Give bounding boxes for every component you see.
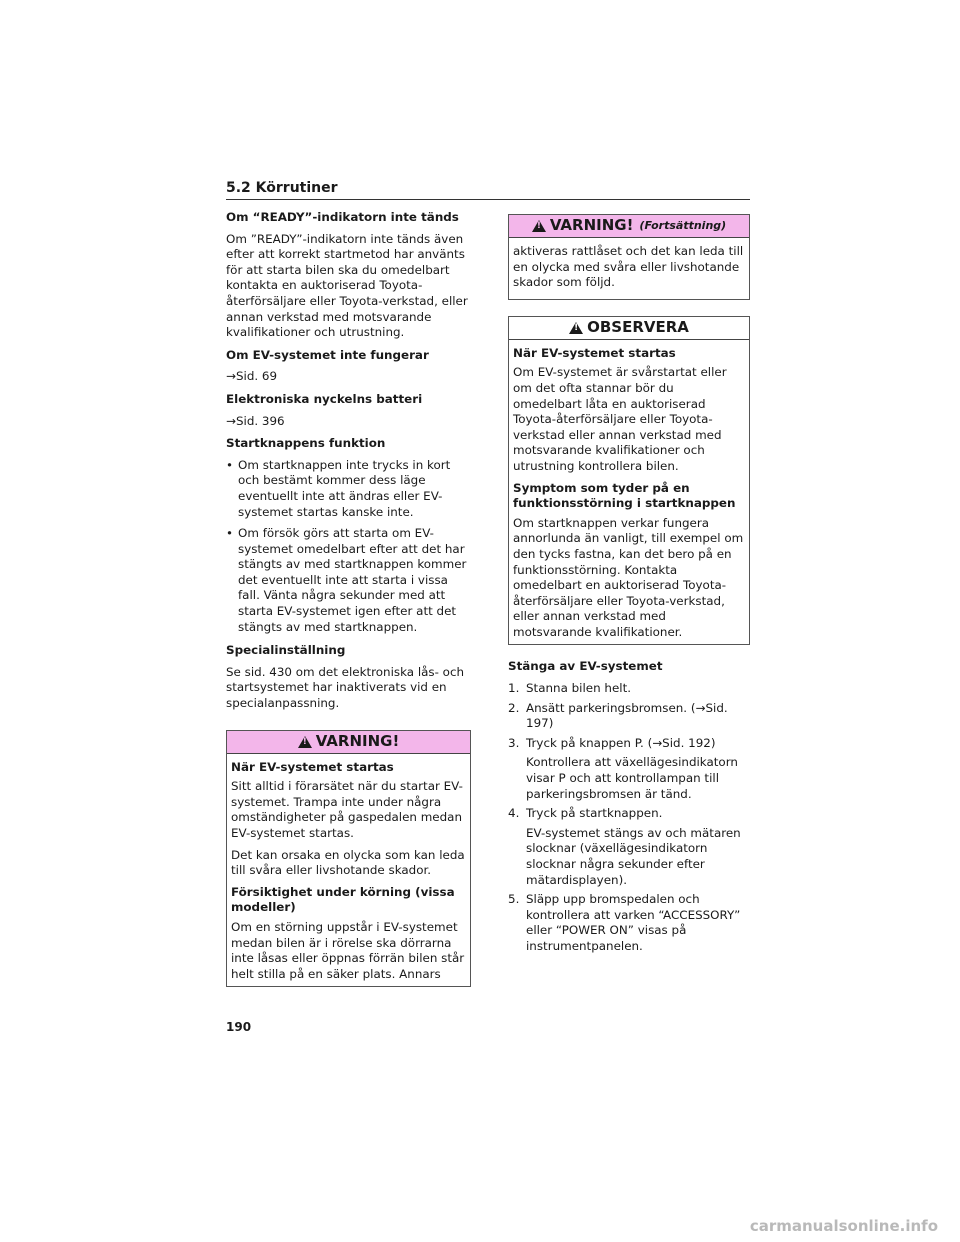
warning-heading-driving: Försiktighet under körning (vissa modeller) bbox=[231, 884, 455, 915]
warning-paragraph: Det kan orsaka en olycka som kan leda till svåra eller livshotande skador. bbox=[231, 847, 465, 878]
paragraph-ready-indicator: Om ”READY”-indikatorn inte tänds även efter att korrekt startmetod har använts för att starta bilen ska du omedelbart kontakta en auktoriserad Toyota-återförsäljare eller Toyota-verkstad, eller annan verkstad med motsvarande kvalifikationer och utrustning. bbox=[226, 231, 468, 340]
step-item: 5. Släpp upp bromspedalen och kontrollera att varken “ACCESSORY” eller “POWER ON” visas på instrumentpanelen. bbox=[508, 892, 741, 953]
warning-paragraph: Om en störning uppstår i EV-systemet medan bilen är i rörelse ska dörrarna inte låsas eller öppnas förrän bilen står helt stilla på en säker plats. Annars bbox=[231, 919, 465, 981]
heading-ev-system: Om EV-systemet inte fungerar bbox=[226, 347, 429, 362]
observera-title: OBSERVERA bbox=[587, 317, 689, 336]
warning-continued-box bbox=[508, 214, 750, 300]
observera-box bbox=[508, 316, 750, 646]
observera-body bbox=[509, 340, 749, 645]
warning-continued-paragraph: aktiveras rattlåset och det kan leda till en olycka med svåra eller livshotande skador som följd. bbox=[513, 244, 744, 290]
section-divider bbox=[226, 199, 750, 200]
step-item: 1. Stanna bilen helt. bbox=[508, 681, 632, 696]
warning-triangle-icon bbox=[298, 736, 312, 748]
bullet-list bbox=[226, 458, 471, 636]
observera-paragraph: Om EV-systemet är svårstartat eller om det ofta stannar bör du omedelbart låta en auktoriserad Toyota-återförsäljare eller Toyota-verkstad eller annan verkstad med motsvarande kvalifikationer och utrustning kontrollera bilen. bbox=[513, 365, 727, 473]
heading-stop-ev: Stänga av EV-systemet bbox=[508, 659, 663, 674]
warning-continued-body bbox=[509, 238, 749, 299]
page-ref-396[interactable]: →Sid. 396 bbox=[226, 413, 285, 428]
warning-continued-subtitle: (Fortsättning) bbox=[639, 219, 727, 233]
warning-title: VARNING! bbox=[315, 731, 400, 750]
observera-header bbox=[509, 317, 749, 340]
left-column bbox=[226, 210, 471, 987]
warning-continued-header bbox=[509, 215, 749, 238]
warning-body bbox=[227, 754, 470, 987]
paragraph-special-setting: Se sid. 430 om det elektroniska lås- och startsystemet har inaktiverats vid en specialanpassning. bbox=[226, 664, 465, 711]
step-item: 2. Ansätt parkeringsbromsen. (→Sid. 197) bbox=[508, 700, 728, 731]
heading-ready-indicator: Om “READY”-indikatorn inte tänds bbox=[226, 210, 459, 224]
warning-continued-title: VARNING! bbox=[549, 216, 634, 235]
stop-steps-list bbox=[508, 681, 750, 955]
observera-heading-symptom: Symptom som tyder på en funktionsstörning i startknappen bbox=[513, 480, 736, 511]
warning-triangle-icon bbox=[532, 220, 546, 232]
page-ref-69[interactable]: →Sid. 69 bbox=[226, 369, 278, 384]
warning-header bbox=[227, 731, 470, 754]
step-item: 3. Tryck på knappen P. (→Sid. 192) Kontrollera att växellägesindikatorn visar P och att kontrollampan till parkeringsbromsen är tänd. bbox=[508, 735, 738, 801]
warning-paragraph: Sitt alltid i förarsätet när du startar EV-systemet. Trampa inte under några omständigheter på gaspedalen medan EV-systemet startas. bbox=[231, 779, 463, 840]
list-item: • Om försök görs att starta om EV-systemet omedelbart efter att det har stängts av med startknappen kommer det eventuellt inte att starta i vissa fall. Vänta några sekunder med att starta EV-systemet igen efter att det stängts av med startknappen. bbox=[226, 526, 471, 635]
watermark: carmanualsonline.info bbox=[749, 1217, 938, 1235]
step-item: 4. Tryck på startknappen. EV-systemet stängs av och mätaren slocknar (växellägesindikatorn slocknar några sekunder efter mätardisplayen). bbox=[508, 806, 741, 887]
heading-key-battery: Elektroniska nyckelns batteri bbox=[226, 391, 423, 406]
right-column bbox=[508, 214, 750, 959]
observera-paragraph: Om startknappen verkar fungera annorlunda än vanligt, till exempel om den tycks fastna, kan det bero på en funktionsstörning. Kontakta omedelbart en auktoriserad Toyota-återförsäljare eller Toyota-verkstad, eller annan verkstad med motsvarande kvalifikationer. bbox=[513, 515, 744, 639]
warning-triangle-icon bbox=[569, 322, 583, 334]
observera-heading-start: När EV-systemet startas bbox=[513, 345, 676, 360]
heading-special-setting: Specialinställning bbox=[226, 643, 346, 658]
page-number: 190 bbox=[226, 1020, 252, 1034]
heading-start-button: Startknappens funktion bbox=[226, 436, 386, 451]
list-item: • Om startknappen inte trycks in kort och bestämt kommer dess läge eventuellt inte att ändras eller EV-systemet startas kanske inte. bbox=[226, 458, 471, 520]
warning-heading-start: När EV-systemet startas bbox=[231, 759, 394, 774]
warning-box bbox=[226, 730, 471, 988]
section-title: 5.2 Körrutiner bbox=[226, 180, 338, 196]
